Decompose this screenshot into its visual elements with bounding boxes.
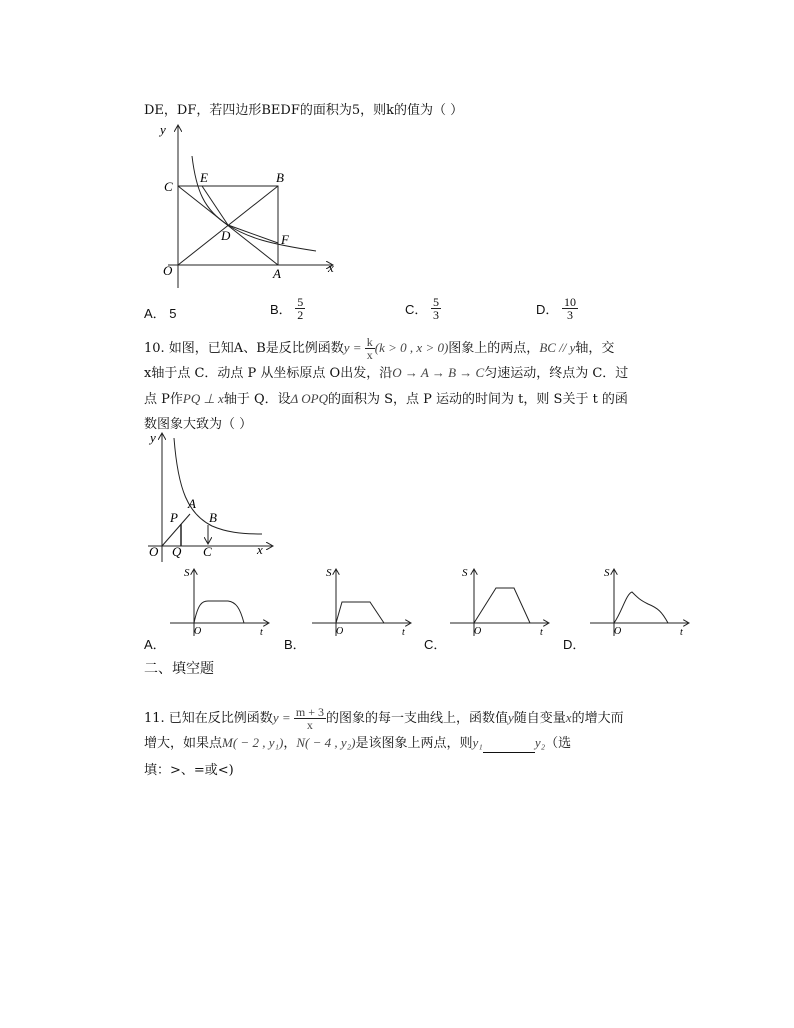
q10-line2-b: 匀速运动，终点为 C．过 (484, 366, 629, 381)
q11-func-num: m + 3 (295, 705, 324, 719)
q9-option-a[interactable] (144, 303, 177, 322)
q9-option-a-value: 5 (169, 306, 177, 321)
q10-label-p: P (170, 510, 178, 525)
q10-graph-d (588, 566, 693, 640)
q10-label-x: x (257, 542, 263, 557)
q10-line1-a: 10. 如图，已知A、B是反比例函数 (144, 341, 344, 356)
q10-graph-a-curve (194, 601, 244, 623)
q9-label-f: F (281, 232, 289, 247)
q9-label-x: x (328, 260, 334, 275)
q9-option-b-den: 2 (297, 308, 304, 322)
section-fill-in-heading: 二、填空题 (144, 661, 214, 677)
q11-line-1 (144, 706, 624, 731)
q10-func: y = (343, 340, 365, 355)
q11-answer-blank[interactable] (483, 740, 535, 753)
q10-option-b[interactable]: B． (284, 637, 306, 652)
q10-func-num: k (366, 335, 373, 349)
q11-func-den: x (306, 718, 313, 732)
q10-graph-b-t: t (402, 627, 405, 638)
q10-graph-c-o: O (474, 626, 482, 637)
q9-stem-text: DE，DF，若四边形BEDF的面积为5，则k的值为（ ） (144, 103, 464, 118)
q10-graph-d-curve (614, 592, 668, 623)
q10-graph-c (448, 566, 553, 640)
q9-figure (140, 120, 350, 290)
q9-hyperbola (192, 156, 316, 251)
q10-line-1 (144, 336, 614, 361)
q10-graph-a-o: O (194, 626, 202, 637)
q9-option-c-fraction (431, 296, 441, 321)
q9-option-b-label: B． (270, 302, 292, 317)
q9-option-b-fraction (295, 296, 305, 321)
q9-option-b[interactable] (270, 296, 305, 321)
q9-option-c-num: 5 (433, 295, 440, 309)
q10-func-den: x (366, 348, 373, 362)
q10-func-cond: (k > 0 , x > 0) (374, 340, 449, 355)
q9-option-c-den: 3 (433, 308, 440, 322)
q10-graph-c-s: S (462, 567, 468, 579)
q10-graph-a-t: t (260, 627, 263, 638)
q10-label-b: B (209, 510, 217, 525)
q10-label-c: C (203, 544, 212, 559)
q10-line-2 (144, 364, 628, 383)
q11-line-3 (144, 762, 234, 780)
q9-stem (144, 102, 463, 120)
q9-label-d: D (221, 228, 231, 243)
q10-label-a: A (188, 496, 196, 511)
q11-comma: ， (283, 736, 297, 751)
q10-graph-a (168, 566, 273, 640)
q11-b: 的图象的每一支曲线上，函数值 (325, 711, 508, 726)
q9-option-d-label: D． (536, 302, 559, 317)
q10-graph-a-s: S (184, 567, 190, 579)
q10-func-fraction (365, 336, 375, 361)
q9-label-y: y (160, 122, 166, 137)
q10-line4: 数图象大致为（ ） (144, 417, 253, 432)
q11-y1: y₁ (472, 735, 483, 750)
q11-y2: y₂ (534, 735, 546, 750)
q10-graph-b-o: O (336, 626, 344, 637)
q10-line3-c: 的面积为 S，点 P 运动的时间为 t，则 S关于 t 的函 (328, 392, 628, 407)
q10-graph-d-s: S (604, 567, 610, 579)
q9-option-d-den: 3 (567, 308, 574, 322)
q10-option-a[interactable]: A． (144, 637, 166, 652)
q11-point-m: M( − 2 , y₁) (222, 735, 284, 750)
q9-option-d-fraction (562, 296, 578, 321)
q11-line-2 (144, 734, 571, 753)
q10-line3-a: 点 P作 (144, 392, 183, 407)
q11-line2-c: （选 (545, 736, 572, 751)
q10-line-3 (144, 390, 628, 409)
q10-option-d[interactable]: D． (563, 637, 586, 652)
q10-tri: Δ OPQ (290, 391, 328, 406)
q9-option-b-num: 5 (297, 295, 304, 309)
q10-graph-b (310, 566, 415, 640)
q10-hyperbola (174, 438, 262, 534)
q10-option-c[interactable]: C． (424, 637, 447, 652)
q10-label-q: Q (172, 544, 182, 559)
q11-func-fraction (294, 706, 326, 731)
q9-option-d-num: 10 (564, 295, 577, 309)
q9-option-c[interactable] (405, 296, 441, 321)
q10-graph-c-curve (474, 588, 530, 623)
q9-label-c: C (164, 179, 173, 194)
q10-line1-c: 轴，交 (575, 341, 615, 356)
q9-option-a-label: A． (144, 306, 166, 321)
q10-label-o: O (149, 544, 159, 559)
q11-point-n: N( − 4 , y₂) (296, 735, 356, 750)
q9-label-o: O (163, 263, 173, 278)
q11-line3: 填：>、=或<) (144, 763, 234, 778)
q11-a: 11. 已知在反比例函数 (144, 711, 273, 726)
q9-segment-df (228, 225, 278, 243)
q10-graph-b-s: S (326, 567, 332, 579)
q9-label-e: E (200, 170, 208, 185)
q10-graph-d-t: t (680, 627, 683, 638)
q11-line2-a: 增大，如果点 (144, 736, 223, 751)
q10-perp: PQ ⊥ x (182, 391, 224, 406)
q11-line2-b: 是该图象上两点，则 (355, 736, 473, 751)
q10-line1-b: 图象上的两点， (448, 341, 540, 356)
q10-line3-b: 轴于 Q．设 (223, 392, 291, 407)
q10-figure (140, 430, 280, 565)
q10-label-y: y (150, 430, 156, 445)
q11-x: x (565, 710, 572, 725)
q10-graph-c-t: t (540, 627, 543, 638)
q11-func: y = (272, 710, 294, 725)
q10-path: O → A → B → C (392, 365, 485, 380)
q10-graph-d-o: O (614, 626, 622, 637)
q9-label-b: B (276, 170, 284, 185)
q9-option-c-label: C． (405, 302, 428, 317)
q11-d: 的增大而 (571, 711, 624, 726)
q10-graph-b-curve (336, 602, 384, 623)
q9-option-d[interactable] (536, 296, 578, 321)
q10-parallel: BC // y (539, 340, 576, 355)
q11-c: 随自变量 (513, 711, 566, 726)
q11-y: y (507, 710, 514, 725)
q9-label-a: A (273, 266, 281, 281)
q9-segment-de (202, 186, 228, 225)
q10-line2-a: x轴于点 C．动点 P 从坐标原点 O出发，沿 (144, 366, 393, 381)
